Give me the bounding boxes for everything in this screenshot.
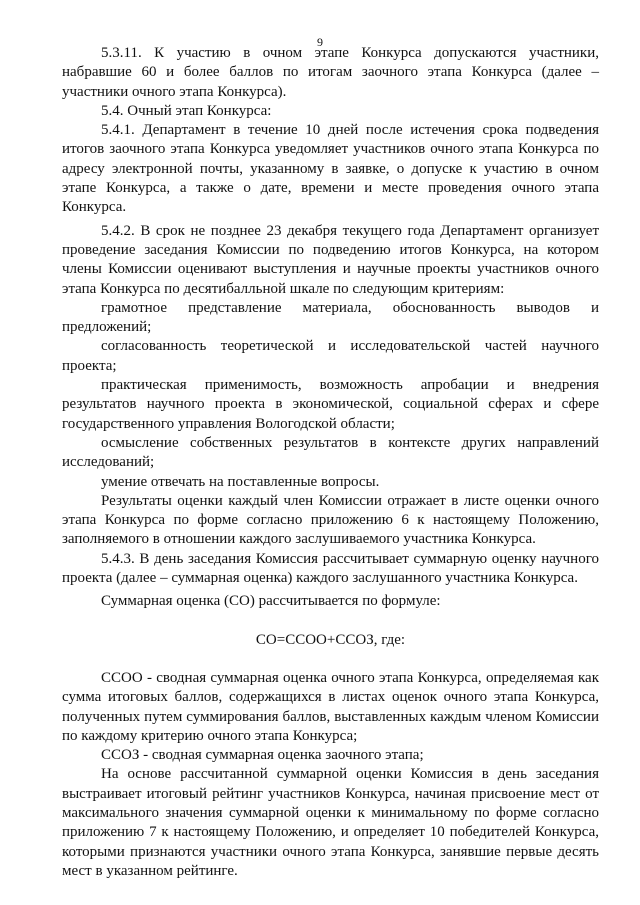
paragraph-5-4-1: 5.4.1. Департамент в течение 10 дней после истечения срока подведения итогов заочного этапа Конкурса уведомляет участников очного этапа Конкурса по адресу электронной почты, указанному в заявке, о допуске к участию в очном этапе Конкурса, а также о дате, времени и месте проведения очного этапа Конкурса.: [62, 122, 599, 216]
paragraph-5-4-heading: 5.4. Очный этап Конкурса:: [101, 102, 272, 119]
paragraph-evaluation-results: Результаты оценки каждый член Комиссии отражает в листе оценки очного этапа Конкурса по форме согласно приложению 6 к настоящему Положению, заполняемого в отношении каждого заслушиваемого участника Конкурса.: [62, 492, 599, 548]
paragraph-final-rating: На основе рассчитанной суммарной оценки Комиссия в день заседания выстраивает итоговый рейтинг участников Конкурса, начиная присвоение мест от максимального значения суммарной оценки к минимальному по форме согласно приложению 7 к настоящему Положению, и определяет 10 победителей Конкурса, которыми признаются участники очного этапа Конкурса, занявшие первые десять мест в указанном рейтинге.: [62, 766, 599, 879]
criterion-item: согласованность теоретической и исследовательской частей научного проекта;: [62, 338, 599, 374]
criterion-item: осмысление собственных результатов в контексте других направлений исследований;: [62, 434, 599, 471]
criterion-item: умение отвечать на поставленные вопросы.: [101, 473, 380, 490]
criterion-item: практическая применимость, возможность апробации и внедрения результатов научного проекта в экономической, социальной сферах и сфере государственного управления Вологодской области;: [62, 377, 599, 432]
document-body: [62, 44, 599, 881]
formula: СО=ССОО+ССОЗ, где:: [255, 631, 406, 648]
paragraph-5-4-3: 5.4.3. В день заседания Комиссия рассчитывает суммарную оценку научного проекта (далее – суммарная оценка) каждого заслушанного участника Конкурса.: [62, 550, 599, 587]
paragraph-5-4-2: 5.4.2. В срок не позднее 23 декабря текущего года Департамент организует проведение заседания Комиссии по подведению итогов Конкурса, на котором члены Комиссии оценивают выступления и научные проекты участников очного этапа Конкурса по десятибалльной шкале по следующим критериям:: [62, 222, 599, 297]
criterion-item: грамотное представление материала, обоснованность выводов и предложений;: [62, 299, 599, 336]
paragraph-ccoz-definition: ССОЗ - сводная суммарная оценка заочного этапа;: [101, 747, 424, 764]
page-number: 9: [317, 35, 323, 49]
paragraph-formula-intro: Суммарная оценка (СО) рассчитывается по формуле:: [101, 593, 441, 610]
paragraph-ccoo-definition: ССОО - сводная суммарная оценка очного этапа Конкурса, определяемая как сумма итоговых баллов, содержащихся в листах оценок очного этапа Конкурса, полученных путем суммирования баллов, выставленных каждым членом Комиссии по каждому критерию очного этапа Конкурса;: [62, 669, 599, 744]
paragraph-5-3-11: 5.3.11. К участию в очном этапе Конкурса допускаются участники, набравшие 60 и более баллов по итогам заочного этапа Конкурса (далее – участники очного этапа Конкурса).: [62, 45, 599, 100]
